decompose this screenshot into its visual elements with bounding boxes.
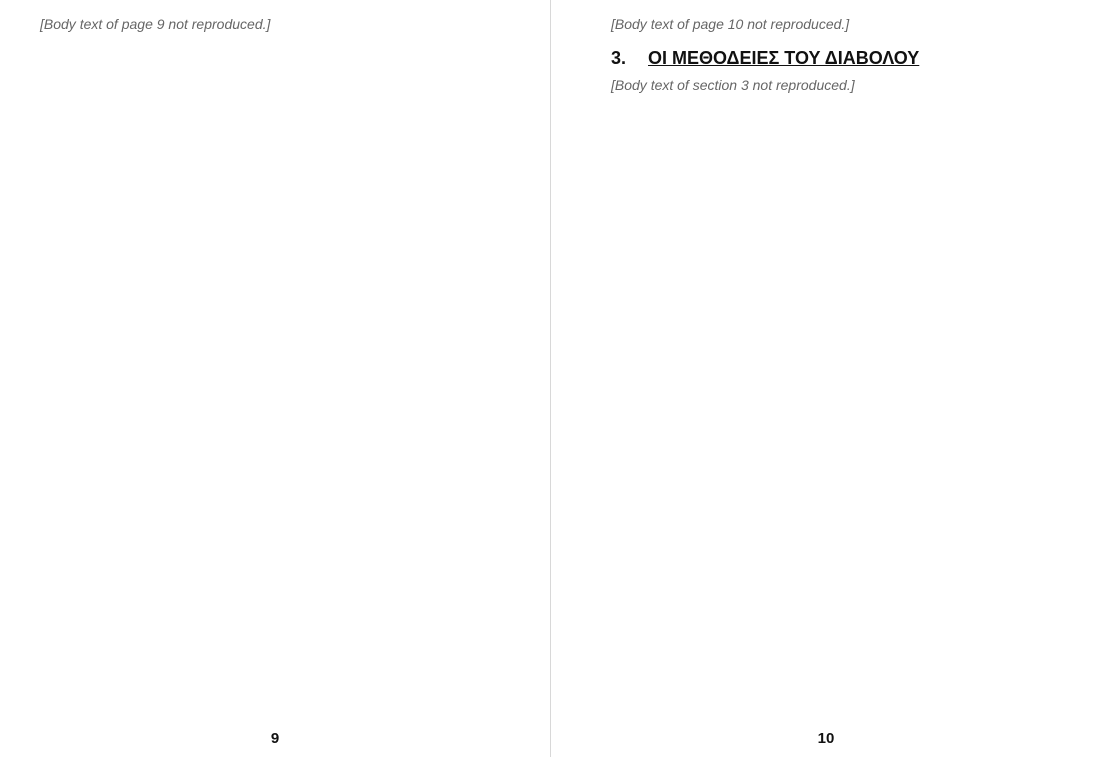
page-number: 10 <box>817 730 835 747</box>
body-text: [Body text of page 10 not reproduced.] <box>611 16 850 32</box>
section-number: 3. <box>611 47 627 68</box>
left-page <box>0 0 550 757</box>
body-text: [Body text of section 3 not reproduced.] <box>611 76 855 93</box>
body-text: [Body text of page 9 not reproduced.] <box>40 16 271 32</box>
right-page <box>551 0 1101 757</box>
page-number: 9 <box>270 730 280 747</box>
section-heading <box>611 48 1065 69</box>
section-title: ΟΙ ΜΕΘΟΔΕΙΕΣ ΤΟΥ ΔΙΑΒΟΛΟΥ <box>648 47 920 68</box>
